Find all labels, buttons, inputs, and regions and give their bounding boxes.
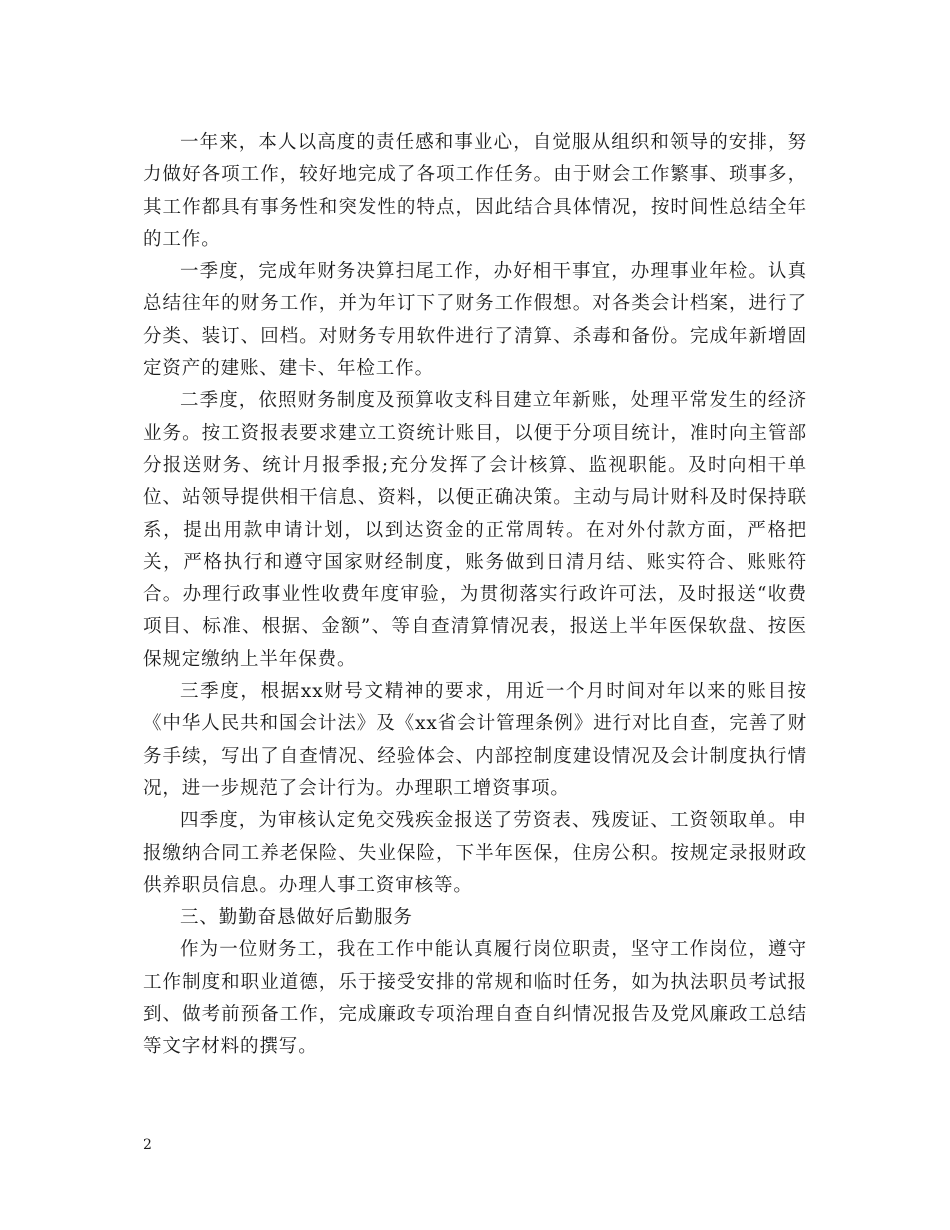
paragraph-q2: 二季度，依照财务制度及预算收支科目建立年新账，处理平常发生的经济业务。按工资报表要求建立工资统计账目，以便于分项目统计，准时向主管部分报送财务、统计月报季报;充分发挥了会计核算、监视职能。及时向相干单位、站领导提供相干信息、资料，以便正确决策。主动与局计财科及时保持联系，提出用款申请计划，以到达资金的正常周转。在对外付款方面，严格把关，严格执行和遵守国家财经制度，账务做到日清月结、账实符合、账账符合。办理行政事业性收费年度审验，为贯彻落实行政许可法，及时报送“收费项目、标准、根据、金额”、等自查清算情况表，报送上半年医保软盘、按医保规定缴纳上半年保费。: [143, 390, 807, 670]
paragraph-q3: 三季度，根据xx财号文精神的要求，用近一个月时间对年以来的账目按《中华人民共和国会计法》及《xx省会计管理条例》进行对比自查，完善了财务手续，写出了自查情况、经验体会、内部控制度建设情况及会计制度执行情况，进一步规范了会计行为。办理职工增资事项。: [143, 681, 807, 799]
paragraph-service: 作为一位财务工，我在工作中能认真履行岗位职责，坚守工作岗位，遵守工作制度和职业道德，乐于接受安排的常规和临时任务，如为执法职员考试报到、做考前预备工作，完成廉政专项治理自查自纠情况报告及党风廉政工总结等文字材料的撰写。: [143, 939, 807, 1058]
body-text: [143, 127, 807, 1064]
page-number: 2: [143, 1137, 152, 1153]
paragraph-q4: 四季度，为审核认定免交残疾金报送了劳资表、残废证、工资领取单。申报缴纳合同工养老保险、失业保险，下半年医保，住房公积。按规定录报财政供养职员信息。办理人事工资审核等。: [143, 810, 807, 896]
section-heading: 三、勤勤奋恳做好后勤服务: [180, 907, 413, 929]
paragraph-q1: 一季度，完成年财务决算扫尾工作，办好相干事宜，办理事业年检。认真总结往年的财务工作，并为年订下了财务工作假想。对各类会计档案，进行了分类、装订、回档。对财务专用软件进行了清算、杀毒和备份。完成年新增固定资产的建账、建卡、年检工作。: [143, 261, 807, 380]
paragraph-intro: 一年来，本人以高度的责任感和事业心，自觉服从组织和领导的安排，努力做好各项工作，较好地完成了各项工作任务。由于财会工作繁事、琐事多，其工作都具有事务性和突发性的特点，因此结合具体情况，按时间性总结全年的工作。: [143, 132, 807, 250]
